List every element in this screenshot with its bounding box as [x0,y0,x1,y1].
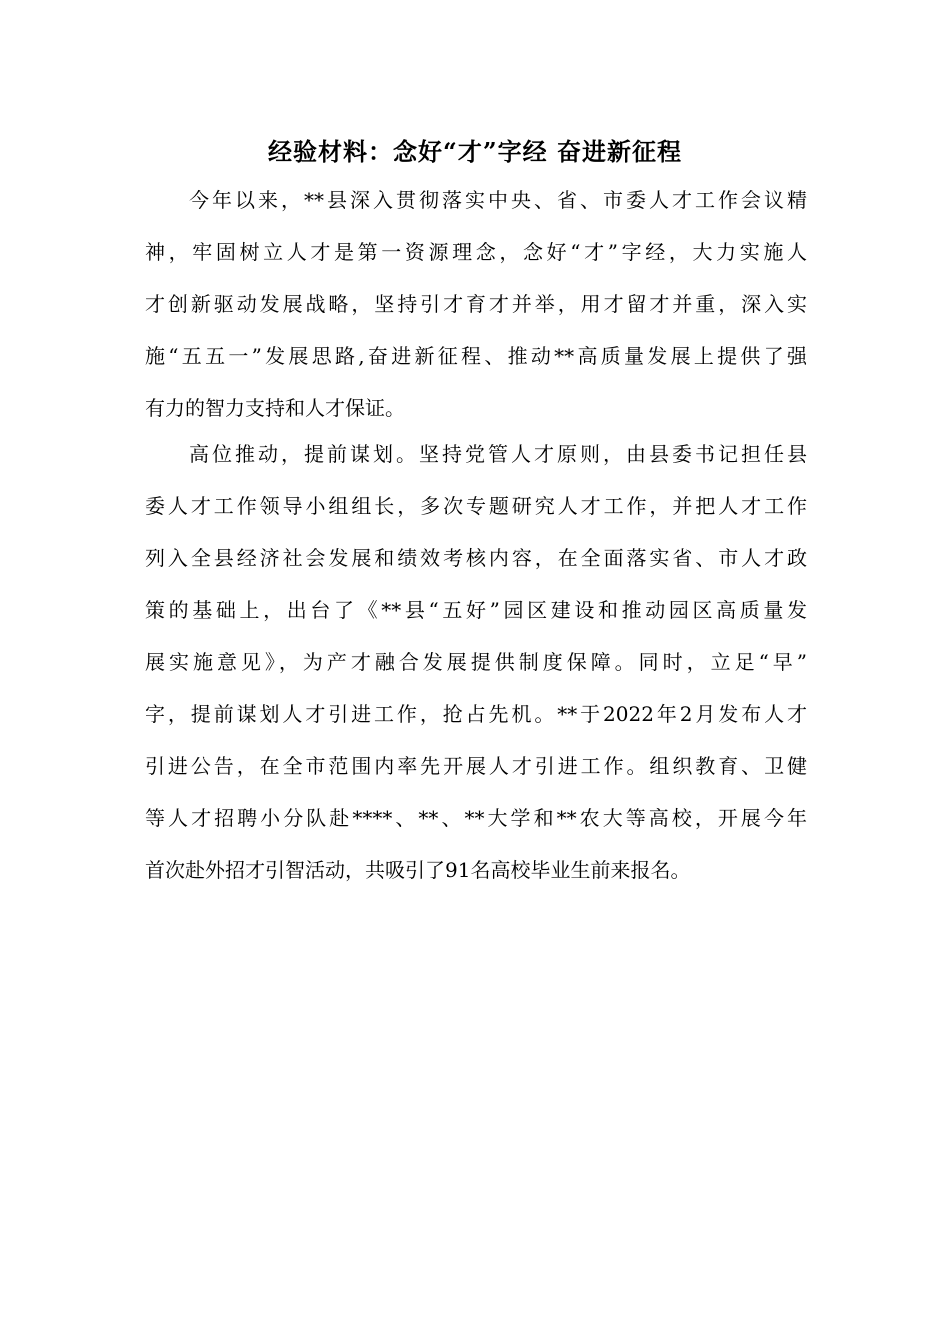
paragraph-2 [145,428,807,896]
paragraph-1-line-2: 神，牢固树立人才是第一资源理念，念好“才”字经，大力实施人 [145,240,807,264]
document-title: 经验材料：念好“才”字经 奋进新征程 [268,137,682,166]
paragraph-2-line-8: 等人才招聘小分队赴****、**、**大学和**农大等高校，开展今年 [145,806,807,830]
paragraph-1-line-4: 施“五五一”发展思路,奋进新征程、推动**高质量发展上提供了强 [145,344,807,368]
paragraph-1-line-1: 今年以来，**县深入贯彻落实中央、省、市委人才工作会议精 [189,188,807,212]
paragraph-1-line-5: 有力的智力支持和人才保证。 [145,396,405,420]
paragraph-2-line-7: 引进公告，在全市范围内率先开展人才引进工作。组织教育、卫健 [145,754,807,778]
paragraph-1 [145,174,807,434]
paragraph-2-line-3: 列入全县经济社会发展和绩效考核内容，在全面落实省、市人才政 [145,546,807,570]
paragraph-2-line-4: 策的基础上，出台了《**县“五好”园区建设和推动园区高质量发 [145,598,807,622]
paragraph-1-line-3: 才创新驱动发展战略，坚持引才育才并举，用才留才并重，深入实 [145,292,807,316]
paragraph-2-line-5: 展实施意见》，为产才融合发展提供制度保障。同时，立足“早” [145,650,807,674]
paragraph-2-line-2: 委人才工作领导小组组长，多次专题研究人才工作，并把人才工作 [145,494,807,518]
paragraph-2-line-6: 字，提前谋划人才引进工作，抢占先机。**于2022年2月发布人才 [145,702,807,726]
paragraph-2-line-9: 首次赴外招才引智活动，共吸引了91名高校毕业生前来报名。 [145,858,691,882]
paragraph-2-line-1: 高位推动，提前谋划。坚持党管人才原则，由县委书记担任县 [189,442,807,466]
